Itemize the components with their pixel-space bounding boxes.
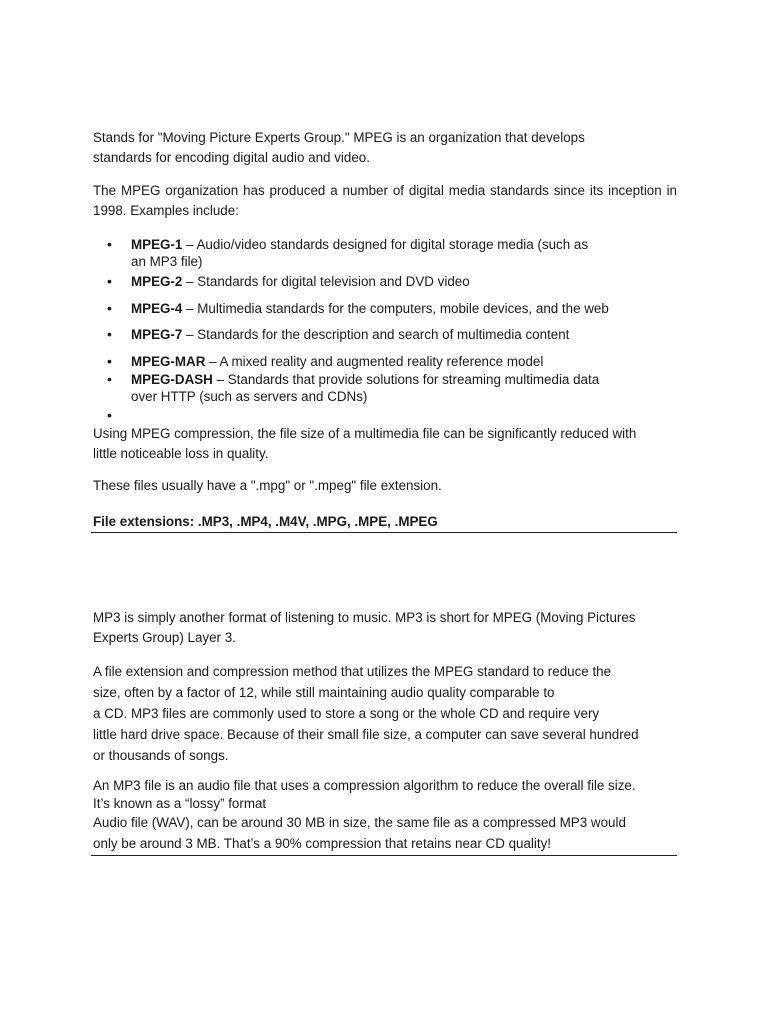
standard-description: – A mixed reality and augmented reality reference model: [205, 354, 544, 369]
text-line: size, often by a factor of 12, while still maintaining audio quality comparable to: [93, 685, 555, 700]
text-line: little hard drive space. Because of their small file size, a computer can save several hundred: [93, 727, 639, 742]
list-item: [93, 326, 653, 343]
mp3-description-paragraph: [93, 661, 677, 766]
text-line: A file extension and compression method that utilizes the MPEG standard to reduce the: [93, 664, 612, 679]
standard-description-cont: over HTTP (such as servers and CDNs): [131, 389, 368, 404]
standard-name: MPEG-DASH: [131, 372, 213, 387]
list-item: [93, 371, 653, 405]
history-paragraph: The MPEG organization has produced a number of digital media standards since its inception in 1998. Examples include:: [93, 183, 677, 218]
text-line: only be around 3 MB. That’s a 90% compression that retains near CD quality!: [93, 836, 552, 851]
list-item: [93, 300, 653, 317]
text-line: Stands for "Moving Picture Experts Group." MPEG is an organization that develops: [93, 130, 585, 145]
extension-note: These files usually have a ".mpg" or ".mpeg" file extension.: [93, 478, 442, 493]
list-item: [93, 236, 653, 270]
text-line: or thousands of songs.: [93, 748, 229, 763]
section-divider: [91, 855, 677, 856]
standard-description: – Audio/video standards designed for digital storage media (such as: [182, 237, 589, 252]
standard-description: – Standards for the description and search of multimedia content: [182, 327, 570, 342]
intro-paragraph: [93, 128, 677, 168]
text-line: Using MPEG compression, the file size of a multimedia file can be significantly reduced with: [93, 426, 637, 441]
section-divider: [91, 532, 677, 533]
standard-description: – Standards that provide solutions for streaming multimedia data: [212, 372, 600, 387]
mp3-intro-paragraph: [93, 608, 677, 648]
standard-name: MPEG-4: [131, 301, 183, 316]
standard-description-cont: an MP3 file): [131, 254, 203, 269]
text-line: a CD. MP3 files are commonly used to store a song or the whole CD and require very: [93, 706, 600, 721]
text-line: little noticeable loss in quality.: [93, 446, 269, 461]
text-line: MP3 is simply another format of listening to music. MP3 is short for MPEG (Moving Pictures: [93, 610, 636, 625]
list-item: [93, 353, 653, 370]
standard-description: – Multimedia standards for the computers, mobile devices, and the web: [182, 301, 609, 316]
list-item: [93, 273, 653, 290]
file-extensions-line: File extensions: .MP3, .MP4, .M4V, .MPG, .MPE, .MPEG: [93, 514, 438, 529]
text-line: An MP3 file is an audio file that uses a compression algorithm to reduce the overall file size.: [93, 778, 636, 793]
text-line: standards for encoding digital audio and video.: [93, 150, 370, 165]
standard-name: MPEG-1: [131, 237, 183, 252]
text-line: Audio file (WAV), can be around 30 MB in size, the same file as a compressed MP3 would: [93, 815, 626, 830]
standard-description: – Standards for digital television and DVD video: [182, 274, 470, 289]
standard-name: MPEG-MAR: [131, 354, 206, 369]
standard-name: MPEG-2: [131, 274, 183, 289]
mp3-lossy-paragraph: [93, 777, 677, 813]
text-line: It’s known as a “lossy” format: [93, 796, 267, 811]
text-line: Experts Group) Layer 3.: [93, 630, 236, 645]
mp3-size-paragraph: [93, 812, 677, 854]
standard-name: MPEG-7: [131, 327, 183, 342]
compression-paragraph: [93, 424, 677, 464]
